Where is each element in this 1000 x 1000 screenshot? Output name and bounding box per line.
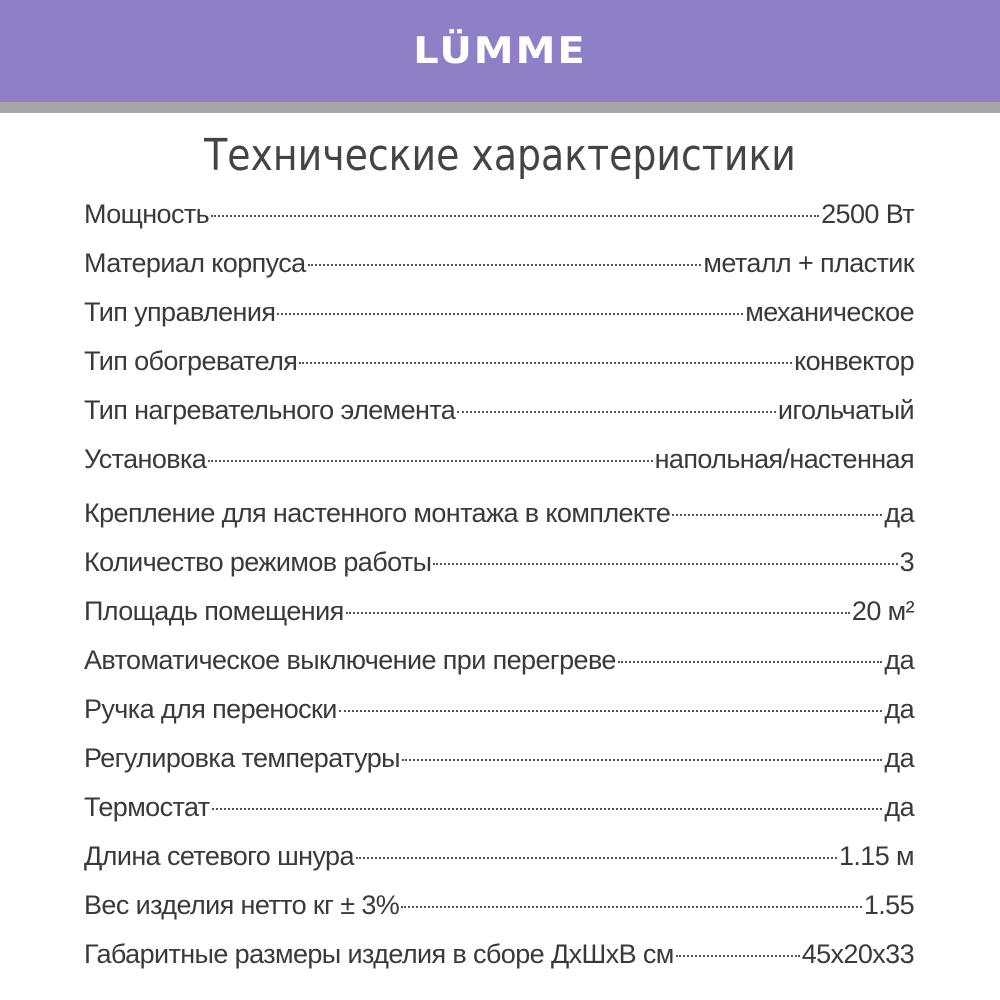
dot-leader: [277, 312, 743, 315]
dot-leader: [672, 513, 882, 516]
spec-row: [84, 239, 914, 288]
page-title: Технические характеристики: [204, 130, 796, 181]
dot-leader: [208, 459, 652, 462]
spec-label: Вес изделия нетто кг ± 3%: [84, 890, 400, 920]
dot-leader: [401, 905, 862, 908]
spec-row: [84, 386, 914, 435]
brand-header: [0, 0, 1000, 102]
spec-row: [84, 734, 914, 783]
spec-value: 20 м²: [851, 596, 914, 626]
dot-leader: [457, 410, 776, 413]
spec-row: [84, 538, 914, 587]
dot-leader: [212, 807, 883, 810]
dot-leader: [618, 660, 883, 663]
spec-row: [84, 435, 914, 484]
spec-value: металл + пластик: [703, 248, 914, 278]
spec-row: [84, 587, 914, 636]
spec-row: [84, 930, 914, 979]
spec-label: Термостат: [84, 792, 210, 822]
spec-row: [84, 489, 914, 538]
dot-leader: [346, 611, 850, 614]
spec-label: Тип нагревательного элемента: [84, 395, 456, 425]
spec-label: Площадь помещения: [84, 596, 344, 626]
spec-label: Габаритные размеры изделия в сборе ДхШхВ см: [84, 939, 674, 969]
dot-leader: [299, 361, 792, 364]
spec-value: механическое: [745, 297, 914, 327]
spec-label: Крепление для настенного монтажа в комплекте: [84, 498, 671, 528]
spec-value: 3: [899, 547, 914, 577]
dot-leader: [308, 263, 702, 266]
dot-leader: [211, 214, 819, 217]
spec-value: да: [884, 645, 914, 675]
spec-value: 45x20x33: [801, 939, 914, 969]
spec-row: [84, 636, 914, 685]
spec-label: Длина сетевого шнура: [84, 841, 354, 871]
spec-value: напольная/настенная: [654, 444, 914, 474]
spec-label: Тип обогревателя: [84, 346, 298, 376]
spec-label: Ручка для переноски: [84, 694, 337, 724]
spec-value: 2500 Вт: [821, 199, 914, 229]
spec-label: Установка: [84, 444, 207, 474]
header-divider: [0, 102, 1000, 113]
dot-leader: [339, 709, 883, 712]
spec-value: игольчатый: [777, 395, 914, 425]
spec-value: да: [884, 792, 914, 822]
specs-list: [84, 190, 914, 979]
spec-value: да: [884, 694, 914, 724]
spec-row: [84, 783, 914, 832]
spec-row: [84, 288, 914, 337]
spec-value: 1.15 м: [838, 841, 914, 871]
dot-leader: [433, 562, 897, 565]
spec-label: Тип управления: [84, 297, 276, 327]
spec-label: Количество режимов работы: [84, 547, 432, 577]
dot-leader: [356, 856, 837, 859]
spec-value: да: [884, 743, 914, 773]
spec-row: [84, 190, 914, 239]
dot-leader: [402, 758, 882, 761]
spec-row: [84, 337, 914, 386]
dot-leader: [676, 954, 800, 957]
brand-logo: LÜMME: [413, 29, 587, 73]
spec-value: да: [884, 498, 914, 528]
spec-label: Материал корпуса: [84, 248, 306, 278]
spec-row: [84, 881, 914, 930]
spec-label: Мощность: [84, 199, 210, 229]
spec-label: Автоматическое выключение при перегреве: [84, 645, 616, 675]
spec-row: [84, 685, 914, 734]
spec-value: конвектор: [794, 346, 914, 376]
spec-row: [84, 832, 914, 881]
spec-value: 1.55: [863, 890, 914, 920]
spec-label: Регулировка температуры: [84, 743, 400, 773]
